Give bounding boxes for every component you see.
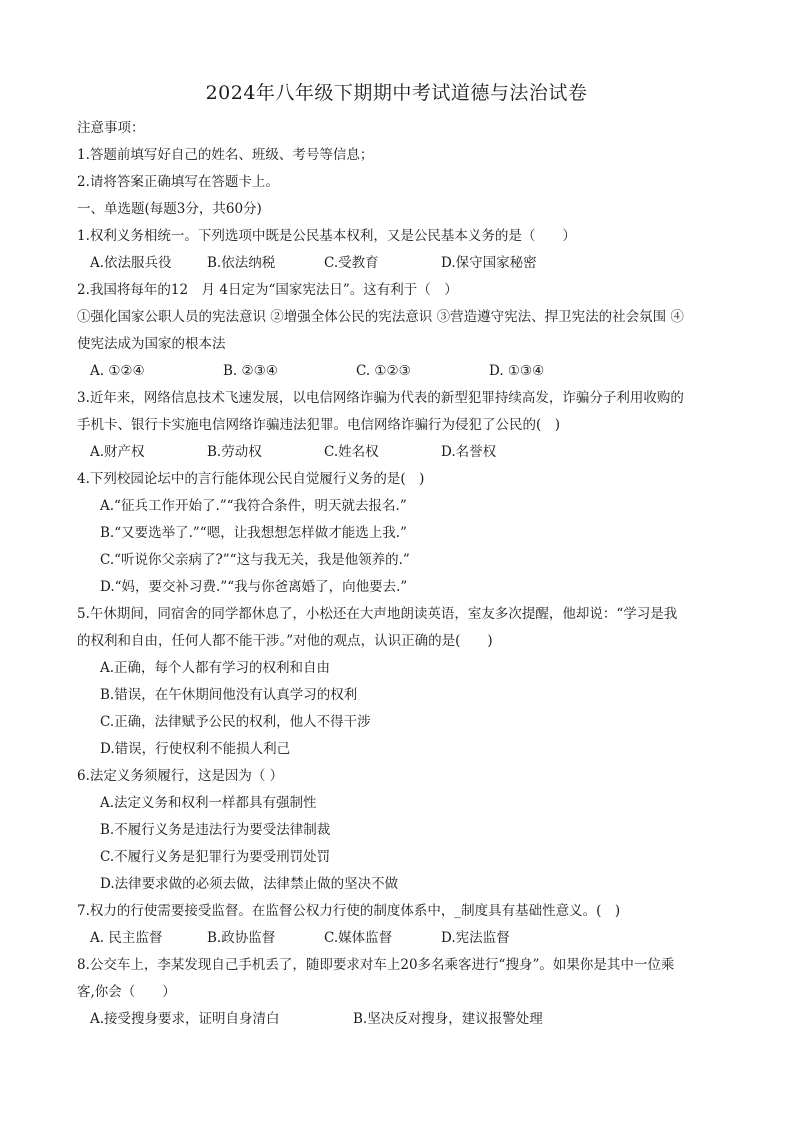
option: B.“又要选举了.”“嗯，让我想想怎样做才能选上我.” [100, 525, 407, 541]
notice-heading: 注意事项： [77, 120, 145, 136]
question-stem: 5.午休期间，同宿舍的同学都休息了，小松还在大声地朗读英语，室友多次提醒，他却说：“学习是我 [77, 606, 678, 622]
question-stem: 的权利和自由，任何人都不能干涉。”对他的观点，认识正确的是( ) [77, 633, 493, 649]
question-stem: 使宪法成为国家的根本法 [77, 336, 226, 352]
question-stem: 6.法定义务须履行，这是因为（ ） [77, 768, 284, 784]
option: C. ①②③ [356, 363, 411, 379]
page-title: 2024年八年级下期期中考试道德与法治试卷 [205, 82, 588, 104]
option: D.错误，行使权利不能损人利己 [100, 741, 291, 757]
question-stem: ①强化国家公职人员的宪法意识 ②增强全体公民的宪法意识 ③营造遵守宪法、捍卫宪法的社会氛围 ④ [77, 309, 684, 325]
option: A.法定义务和权利一样都具有强制性 [100, 795, 317, 811]
question-options [77, 358, 731, 385]
option: A.财产权 [90, 444, 145, 460]
option: B.依法纳税 [207, 255, 276, 271]
section-heading: 一、单选题(每题3分，共60分) [77, 201, 262, 217]
question-options [77, 1006, 731, 1033]
option: B. ②③④ [223, 363, 278, 379]
option: C.“听说你父亲病了?”“这与我无关，我是他领养的.” [100, 552, 410, 568]
question-stem: 客,你会（ ） [77, 984, 176, 1000]
question-stem: 2.我国将每年的12 月 4日定为“国家宪法日”。这有利于（ ） [77, 282, 458, 298]
option: C.正确，法律赋予公民的权利，他人不得干涉 [100, 714, 371, 730]
question-stem: 4.下列校园论坛中的言行能体现公民自觉履行义务的是( ) [77, 471, 425, 487]
notice-item: 2.请将答案正确填写在答题卡上。 [77, 174, 279, 190]
option: A. ①②④ [90, 363, 145, 379]
question-stem: 7.权力的行使需要接受监督。在监督公权力行使的制度体系中，_制度具有基础性意义。( ) [77, 903, 621, 919]
option: A.依法服兵役 [90, 255, 172, 271]
exam-body [77, 115, 731, 1033]
option: B.错误，在午休期间他没有认真学习的权利 [100, 687, 358, 703]
question-options [77, 925, 731, 952]
option: D.保守国家秘密 [441, 255, 537, 271]
option: D. ①③④ [489, 363, 545, 379]
option: B.劳动权 [207, 444, 262, 460]
option: C.不履行义务是犯罪行为要受刑罚处罚 [100, 849, 331, 865]
option: A.“征兵工作开始了.”“我符合条件，明天就去报名.” [100, 498, 407, 514]
option: C.受教育 [324, 255, 379, 271]
option: D.宪法监督 [441, 930, 510, 946]
notice-item: 1.答题前填写好自己的姓名、班级、考号等信息； [77, 147, 374, 163]
option: D.法律要求做的必须去做，法律禁止做的坚决不做 [100, 876, 399, 892]
question-stem: 3.近年来，网络信息技术飞速发展，以电信网络诈骗为代表的新型犯罪持续高发，诈骗分子利用收购的 [77, 390, 684, 406]
question-options [77, 250, 731, 277]
option: A.接受搜身要求，证明自身清白 [90, 1011, 280, 1027]
question-stem: 8.公交车上，李某发现自己手机丢了，随即要求对车上20多名乘客进行“搜身”。如果你是其中一位乘 [77, 957, 675, 973]
option: C.姓名权 [324, 444, 379, 460]
option: B.坚决反对搜身，建议报警处理 [353, 1011, 543, 1027]
option: B.政协监督 [207, 930, 276, 946]
option: C.媒体监督 [324, 930, 393, 946]
option: D.“妈，要交补习费.”“我与你爸离婚了，向他要去.” [100, 579, 408, 595]
option: A.正确，每个人都有学习的权利和自由 [100, 660, 331, 676]
option: B.不履行义务是违法行为要受法律制裁 [100, 822, 331, 838]
question-stem: 1.权利义务相统一。下列选项中既是公民基本权利，又是公民基本义务的是（ ） [77, 228, 576, 244]
option: A. 民主监督 [90, 930, 163, 946]
question-options [77, 439, 731, 466]
question-stem: 手机卡、银行卡实施电信网络诈骗违法犯罪。电信网络诈骗行为侵犯了公民的( ) [77, 417, 561, 433]
option: D.名誉权 [441, 444, 497, 460]
